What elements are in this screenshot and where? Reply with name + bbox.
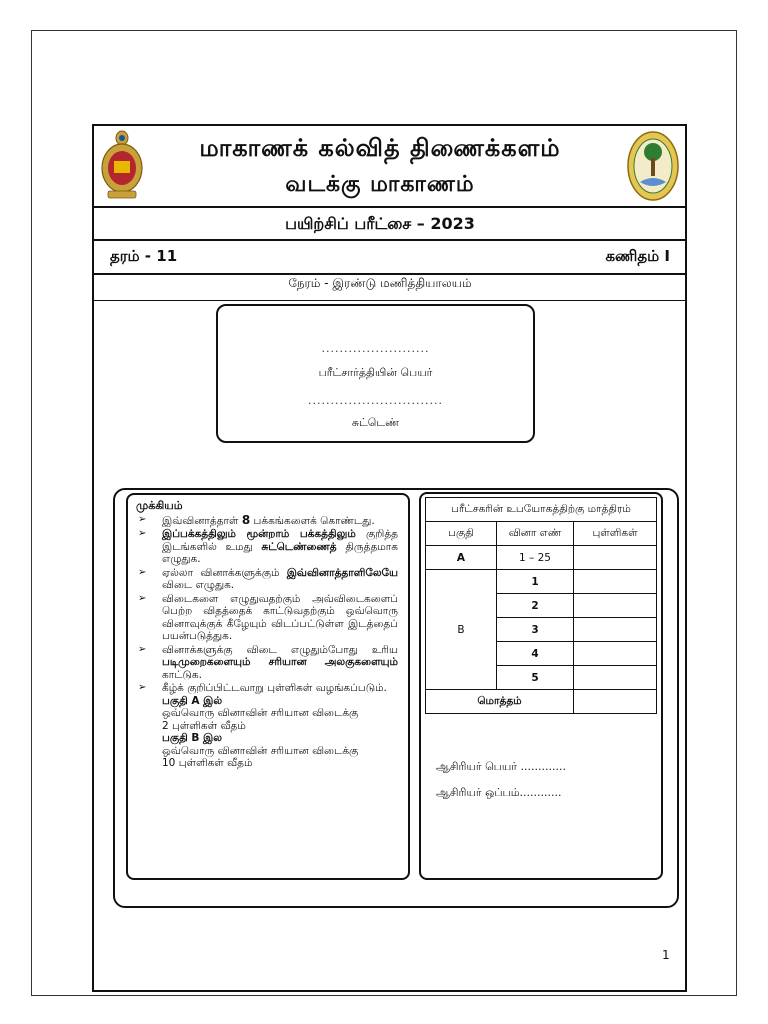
total-marks-cell[interactable] <box>574 690 657 714</box>
page-number: 1 <box>662 948 670 962</box>
teacher-name-label: ஆசிரியர் பெயர் ............. <box>436 760 566 773</box>
candidate-name-label: பரீட்சார்த்தியின் பெயர் <box>318 366 433 379</box>
col-marks: புள்ளிகள் <box>574 522 657 546</box>
arrow-bullet-icon: ➢ <box>138 592 147 604</box>
instruction-item: ➢ ஏல்லா வினாக்களுக்கும் இவ்வினாத்தாளிலேயே விடை எழுதுக. <box>138 566 398 591</box>
arrow-bullet-icon: ➢ <box>138 682 147 693</box>
instruction-item: ➢ வினாக்களுக்கு விடை எழுதும்போது உரிய படிமுறைகளையும் சரியான அலகுகளையும் காட்டுக. <box>138 643 398 681</box>
marks-cell[interactable] <box>574 546 657 570</box>
arrow-bullet-icon: ➢ <box>138 643 147 655</box>
total-label: மொத்தம் <box>426 690 574 714</box>
arrow-bullet-icon: ➢ <box>138 566 147 578</box>
index-number-label: சுட்டெண் <box>351 416 400 429</box>
divider-time <box>94 300 685 301</box>
candidate-details-box <box>216 304 535 443</box>
arrow-bullet-icon: ➢ <box>138 528 147 539</box>
divider-title <box>94 206 685 208</box>
part-a-marks: 2 புள்ளிகள் வீதம் <box>162 719 246 732</box>
instruction-item: ➢ விடைகளை எழுதுவதற்கும் அவ்விடைகளைப் பெற்ற விதத்தைக் காட்டுவதற்கும் ஒவ்வொரு வினாவுக்குக் கீழேயும் விடப்பட்டுள்ள இடத்தைப் பயன்படுத்துக. <box>138 592 398 642</box>
instruction-item: ➢ இவ்வினாத்தாள் 8 பக்கங்களைக் கொண்டது. <box>138 512 375 527</box>
marks-table <box>425 497 657 714</box>
province-title: வடக்கு மாகாணம் <box>285 172 475 197</box>
part-a-text: ஒவ்வொரு வினாவின் சரியான விடைக்கு <box>162 707 359 719</box>
index-dots[interactable]: .............................. <box>308 394 443 407</box>
marks-cell[interactable] <box>574 594 657 618</box>
part-a-heading: பகுதி A இல் <box>162 694 223 707</box>
sri-lanka-emblem-icon <box>98 128 146 200</box>
table-row: 4 <box>426 642 657 666</box>
table-row: 2 <box>426 594 657 618</box>
col-part: பகுதி <box>426 522 497 546</box>
instructions <box>136 500 398 770</box>
col-question: வினா எண் <box>497 522 574 546</box>
name-dots[interactable]: ........................ <box>321 342 430 355</box>
time-label: நேரம் - இரண்டு மணித்தியாலயம் <box>288 276 472 290</box>
marks-cell[interactable] <box>574 642 657 666</box>
arrow-bullet-icon: ➢ <box>138 513 147 525</box>
table-row: 5 <box>426 666 657 690</box>
exam-title: பயிற்சிப் பரீட்சை – 2023 <box>285 214 475 233</box>
subject-label: கணிதம் I <box>605 247 670 265</box>
part-b-heading: பகுதி B இல <box>162 732 222 744</box>
table-row <box>426 690 657 714</box>
department-title: மாகாணக் கல்வித் திணைக்களம் <box>199 134 561 162</box>
part-b-text: ஒவ்வொரு வினாவின் சரியான விடைக்கு <box>162 744 359 757</box>
part-b-marks: 10 புள்ளிகள் வீதம் <box>162 757 253 769</box>
marks-cell[interactable] <box>574 570 657 594</box>
marks-cell[interactable] <box>574 666 657 690</box>
marks-cell[interactable] <box>574 618 657 642</box>
northern-province-logo-icon <box>626 130 680 202</box>
teacher-signature-label: ஆசிரியர் ஒப்பம்............ <box>436 786 562 799</box>
instruction-item: ➢ இப்பக்கத்திலும் மூன்றாம் பக்கத்திலும் குறித்த இடங்களில் உமது சுட்டெண்ணைத் திருத்தமாக எழுதுக. <box>138 528 398 565</box>
instructions-title: முக்கியம் <box>136 499 183 512</box>
divider-grade <box>94 273 685 275</box>
table-row: 3 <box>426 618 657 642</box>
marks-table-caption: பரீட்சகரின் உபயோகத்திற்கு மாத்திரம் <box>426 498 657 522</box>
table-row: B 1 <box>426 570 657 594</box>
table-row: A 1 – 25 <box>426 546 657 570</box>
instruction-item: ➢ கீழ்க் குறிப்பிட்டவாறு புள்ளிகள் வழங்கப்படும். <box>138 682 387 694</box>
grade-label: தரம் - 11 <box>110 247 178 265</box>
divider-exam <box>94 239 685 241</box>
